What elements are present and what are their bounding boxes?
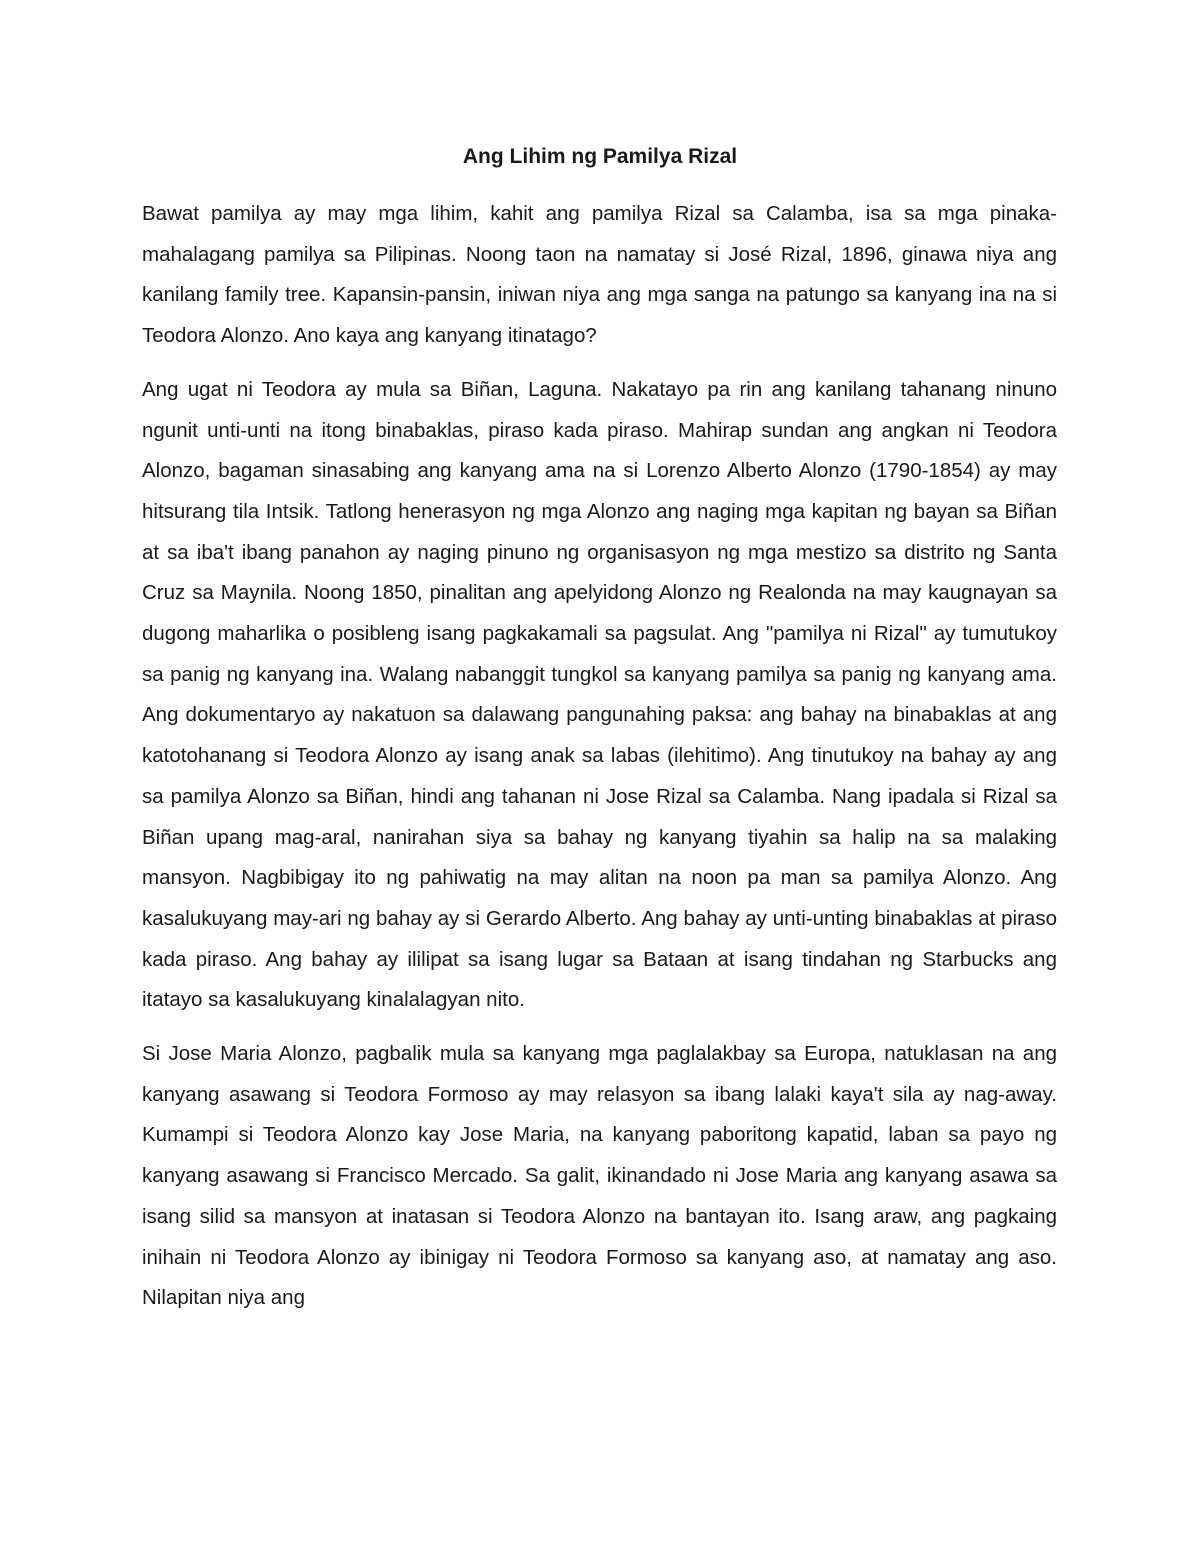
paragraph-2: Ang ugat ni Teodora ay mula sa Biñan, Laguna. Nakatayo pa rin ang kanilang tahanang ninuno ngunit unti-unti na itong binabaklas, piraso kada piraso. Mahirap sundan ang angkan ni Teodora Alonzo, bagaman sinasabing ang kanyang ama na si Lorenzo Alberto Alonzo (1790-1854) ay may hitsurang tila Intsik. Tatlong henerasyon ng mga Alonzo ang naging mga kapitan ng bayan sa Biñan at sa iba't ibang panahon ay naging pinuno ng organisasyon ng mga mestizo sa distrito ng Santa Cruz sa Maynila. Noong 1850, pinalitan ang apelyidong Alonzo ng Realonda na may kaugnayan sa dugong maharlika o posibleng isang pagkakamali sa pagsulat. Ang "pamilya ni Rizal" ay tumutukoy sa panig ng kanyang ina. Walang nabanggit tungkol sa kanyang pamilya sa panig ng kanyang ama. Ang dokumentaryo ay nakatuon sa dalawang pangunahing paksa: ang bahay na binabaklas at ang katotohanang si Teodora Alonzo ay isang anak sa labas (ilehitimo). Ang tinutukoy na bahay ay ang sa pamilya Alonzo sa Biñan, hindi ang tahanan ni Jose Rizal sa Calamba. Nang ipadala si Rizal sa Biñan upang mag-aral, nanirahan siya sa bahay ng kanyang tiyahin sa halip na sa malaking mansyon. Nagbibigay ito ng pahiwatig na may alitan na noon pa man sa pamilya Alonzo. Ang kasalukuyang may-ari ng bahay ay si Gerardo Alberto. Ang bahay ay unti-unting binabaklas at piraso kada piraso. Ang bahay ay ililipat sa isang lugar sa Bataan at isang tindahan ng Starbucks ang itatayo sa kasalukuyang kinalalagyan nito.	[142, 377, 1057, 1012]
paragraph-3: Si Jose Maria Alonzo, pagbalik mula sa kanyang mga paglalakbay sa Europa, natuklasan na ang kanyang asawang si Teodora Formoso ay may relasyon sa ibang lalaki kaya't sila ay nag-away. Kumampi si Teodora Alonzo kay Jose Maria, na kanyang paboritong kapatid, laban sa payo ng kanyang asawang si Francisco Mercado. Sa galit, ikinandado ni Jose Maria ang kanyang asawa sa isang silid sa mansyon at inatasan si Teodora Alonzo na bantayan ito. Isang araw, ang pagkaing inihain ni Teodora Alonzo ay ibinigay ni Teodora Formoso sa kanyang aso, at namatay ang aso. Nilapitan niya ang	[142, 1042, 1057, 1310]
document-body	[142, 194, 1057, 1332]
paragraph-1: Bawat pamilya ay may mga lihim, kahit ang pamilya Rizal sa Calamba, isa sa mga pinaka-mahalagang pamilya sa Pilipinas. Noong taon na namatay si José Rizal, 1896, ginawa niya ang kanilang family tree. Kapansin-pansin, iniwan niya ang mga sanga na patungo sa kanyang ina na si Teodora Alonzo. Ano kaya ang kanyang itinatago?	[142, 202, 1057, 348]
document-title: Ang Lihim ng Pamilya Rizal	[462, 145, 738, 168]
